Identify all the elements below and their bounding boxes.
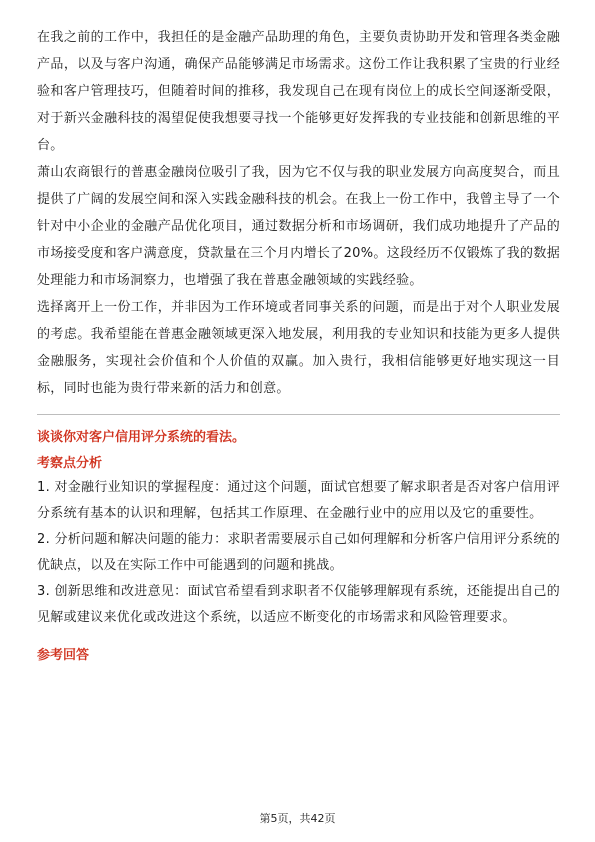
analysis-item: 1. 对金融行业知识的掌握程度：通过这个问题，面试官想要了解求职者是否对客户信用评分系统有基本的认识和理解，包括其工作原理、在金融行业中的应用以及它的重要性。 xyxy=(37,480,560,521)
analysis-item: 3. 创新思维和改进意见：面试官希望看到求职者不仅能够理解现有系统，还能提出自己的见解或建议来优化或改进这个系统，以适应不断变化的市场需求和风险管理要求。 xyxy=(37,584,560,625)
question-heading: 谈谈你对客户信用评分系统的看法。 xyxy=(37,430,246,445)
section-divider xyxy=(37,414,560,415)
paragraph-reason-for-leaving: 选择离开上一份工作，并非因为工作环境或者同事关系的问题，而是出于对个人职业发展的考虑。我希望能在普惠金融领域更深入地发展，利用我的专业知识和技能为更多人提供金融服务，实现社会价值和个人价值的双赢。加入贵行，我相信能够更好地实现这一目标，同时也能为贵行带来新的活力和创意。 xyxy=(37,300,560,396)
analysis-item: 2. 分析问题和解决问题的能力：求职者需要展示自己如何理解和分析客户信用评分系统的优缺点，以及在实际工作中可能遇到的问题和挑战。 xyxy=(37,532,560,573)
page-number: 第5页，共42页 xyxy=(259,812,336,825)
answer-heading: 参考回答 xyxy=(37,648,90,663)
paragraph-previous-job: 在我之前的工作中，我担任的是金融产品助理的角色，主要负责协助开发和管理各类金融产品，以及与客户沟通，确保产品能够满足市场需求。这份工作让我积累了宝贵的行业经验和客户管理技巧，但随着时间的推移，我发现自己在现有岗位上的成长空间逐渐受限，对于新兴金融科技的渴望促使我想要寻找一个能够更好发挥我的专业技能和创新思维的平台。 xyxy=(37,30,560,153)
document-body xyxy=(37,24,560,667)
analysis-heading: 考察点分析 xyxy=(37,456,103,471)
paragraph-why-this-role: 萧山农商银行的普惠金融岗位吸引了我，因为它不仅与我的职业发展方向高度契合，而且提供了广阔的发展空间和深入实践金融科技的机会。在我上一份工作中，我曾主导了一个针对中小企业的金融产品优化项目，通过数据分析和市场调研，我们成功地提升了产品的市场接受度和客户满意度，贷款量在三个月内增长了20%。这段经历不仅锻炼了我的数据处理能力和市场洞察力，也增强了我在普惠金融领域的实践经验。 xyxy=(37,165,560,288)
